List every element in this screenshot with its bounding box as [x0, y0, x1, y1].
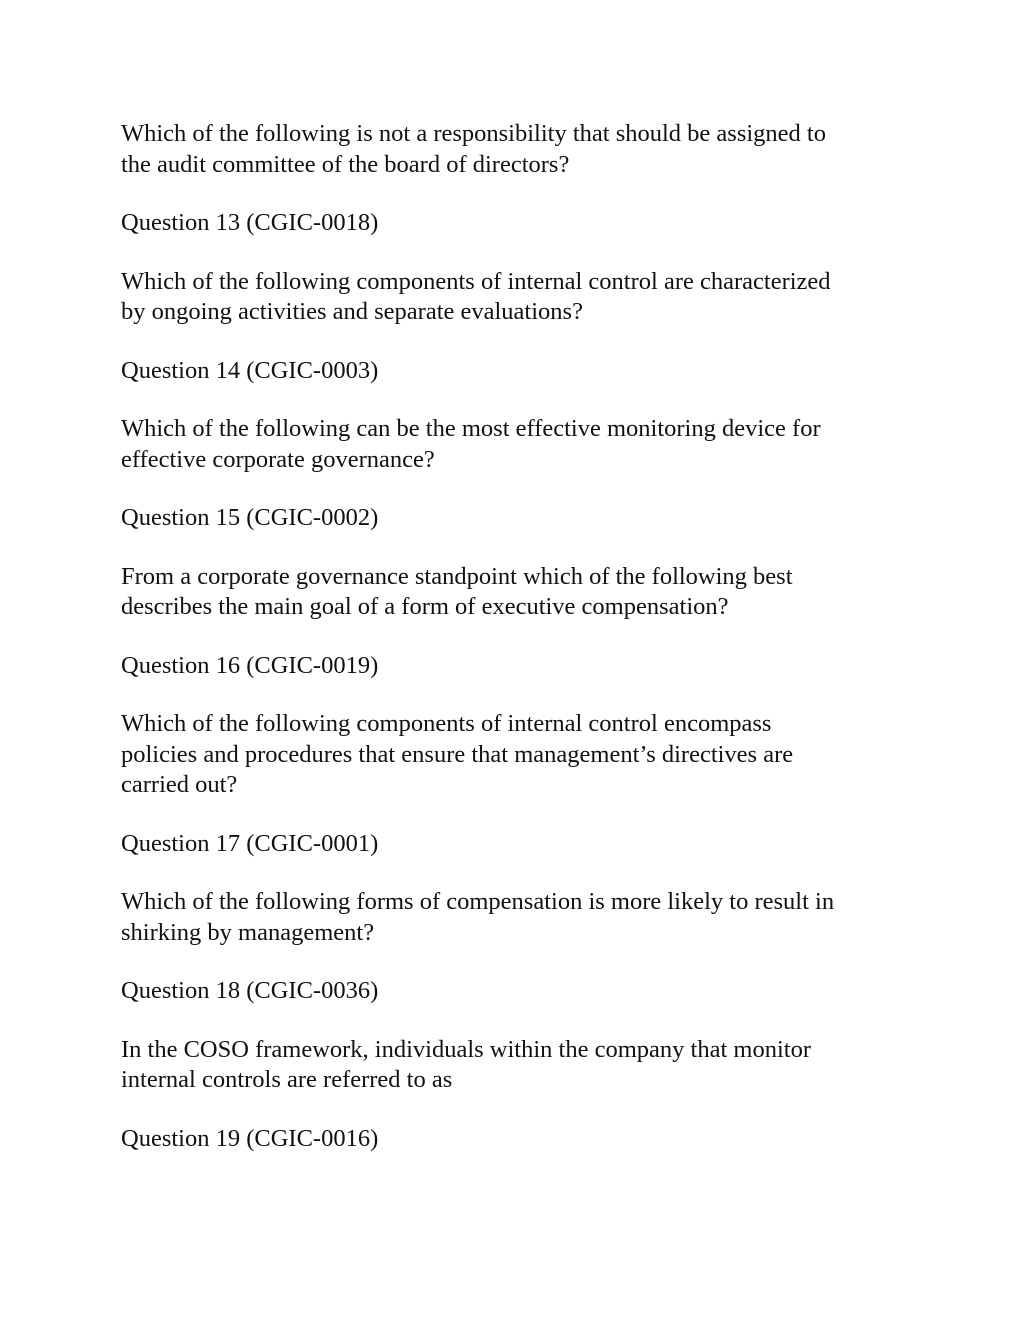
- question-text: Which of the following is not a responsibility that should be assigned to the audit committee of the board of directors?: [121, 120, 826, 178]
- question-text: Which of the following can be the most effective monitoring device for effective corporate governance?: [121, 415, 821, 473]
- question-heading: Question 13 (CGIC-0018): [121, 209, 379, 236]
- document-page: [121, 119, 911, 1182]
- question-text: Which of the following forms of compensation is more likely to result in shirking by management?: [121, 888, 835, 946]
- question-text: In the COSO framework, individuals within the company that monitor internal controls are referred to as: [121, 1035, 811, 1093]
- question-text: From a corporate governance standpoint which of the following best describes the main goal of a form of executive compensation?: [121, 562, 793, 620]
- question-text: Which of the following components of internal control are characterized by ongoing activities and separate evaluations?: [121, 267, 831, 325]
- question-heading: Question 15 (CGIC-0002): [121, 504, 379, 531]
- question-text: Which of the following components of internal control encompass policies and procedures that ensure that management’s directives are carried out?: [121, 710, 794, 798]
- question-heading: Question 16 (CGIC-0019): [121, 651, 379, 679]
- question-heading: Question 19 (CGIC-0016): [121, 1124, 379, 1152]
- question-heading: Question 17 (CGIC-0001): [121, 829, 379, 857]
- question-heading: Question 18 (CGIC-0036): [121, 977, 379, 1004]
- question-heading: Question 14 (CGIC-0003): [121, 356, 379, 384]
